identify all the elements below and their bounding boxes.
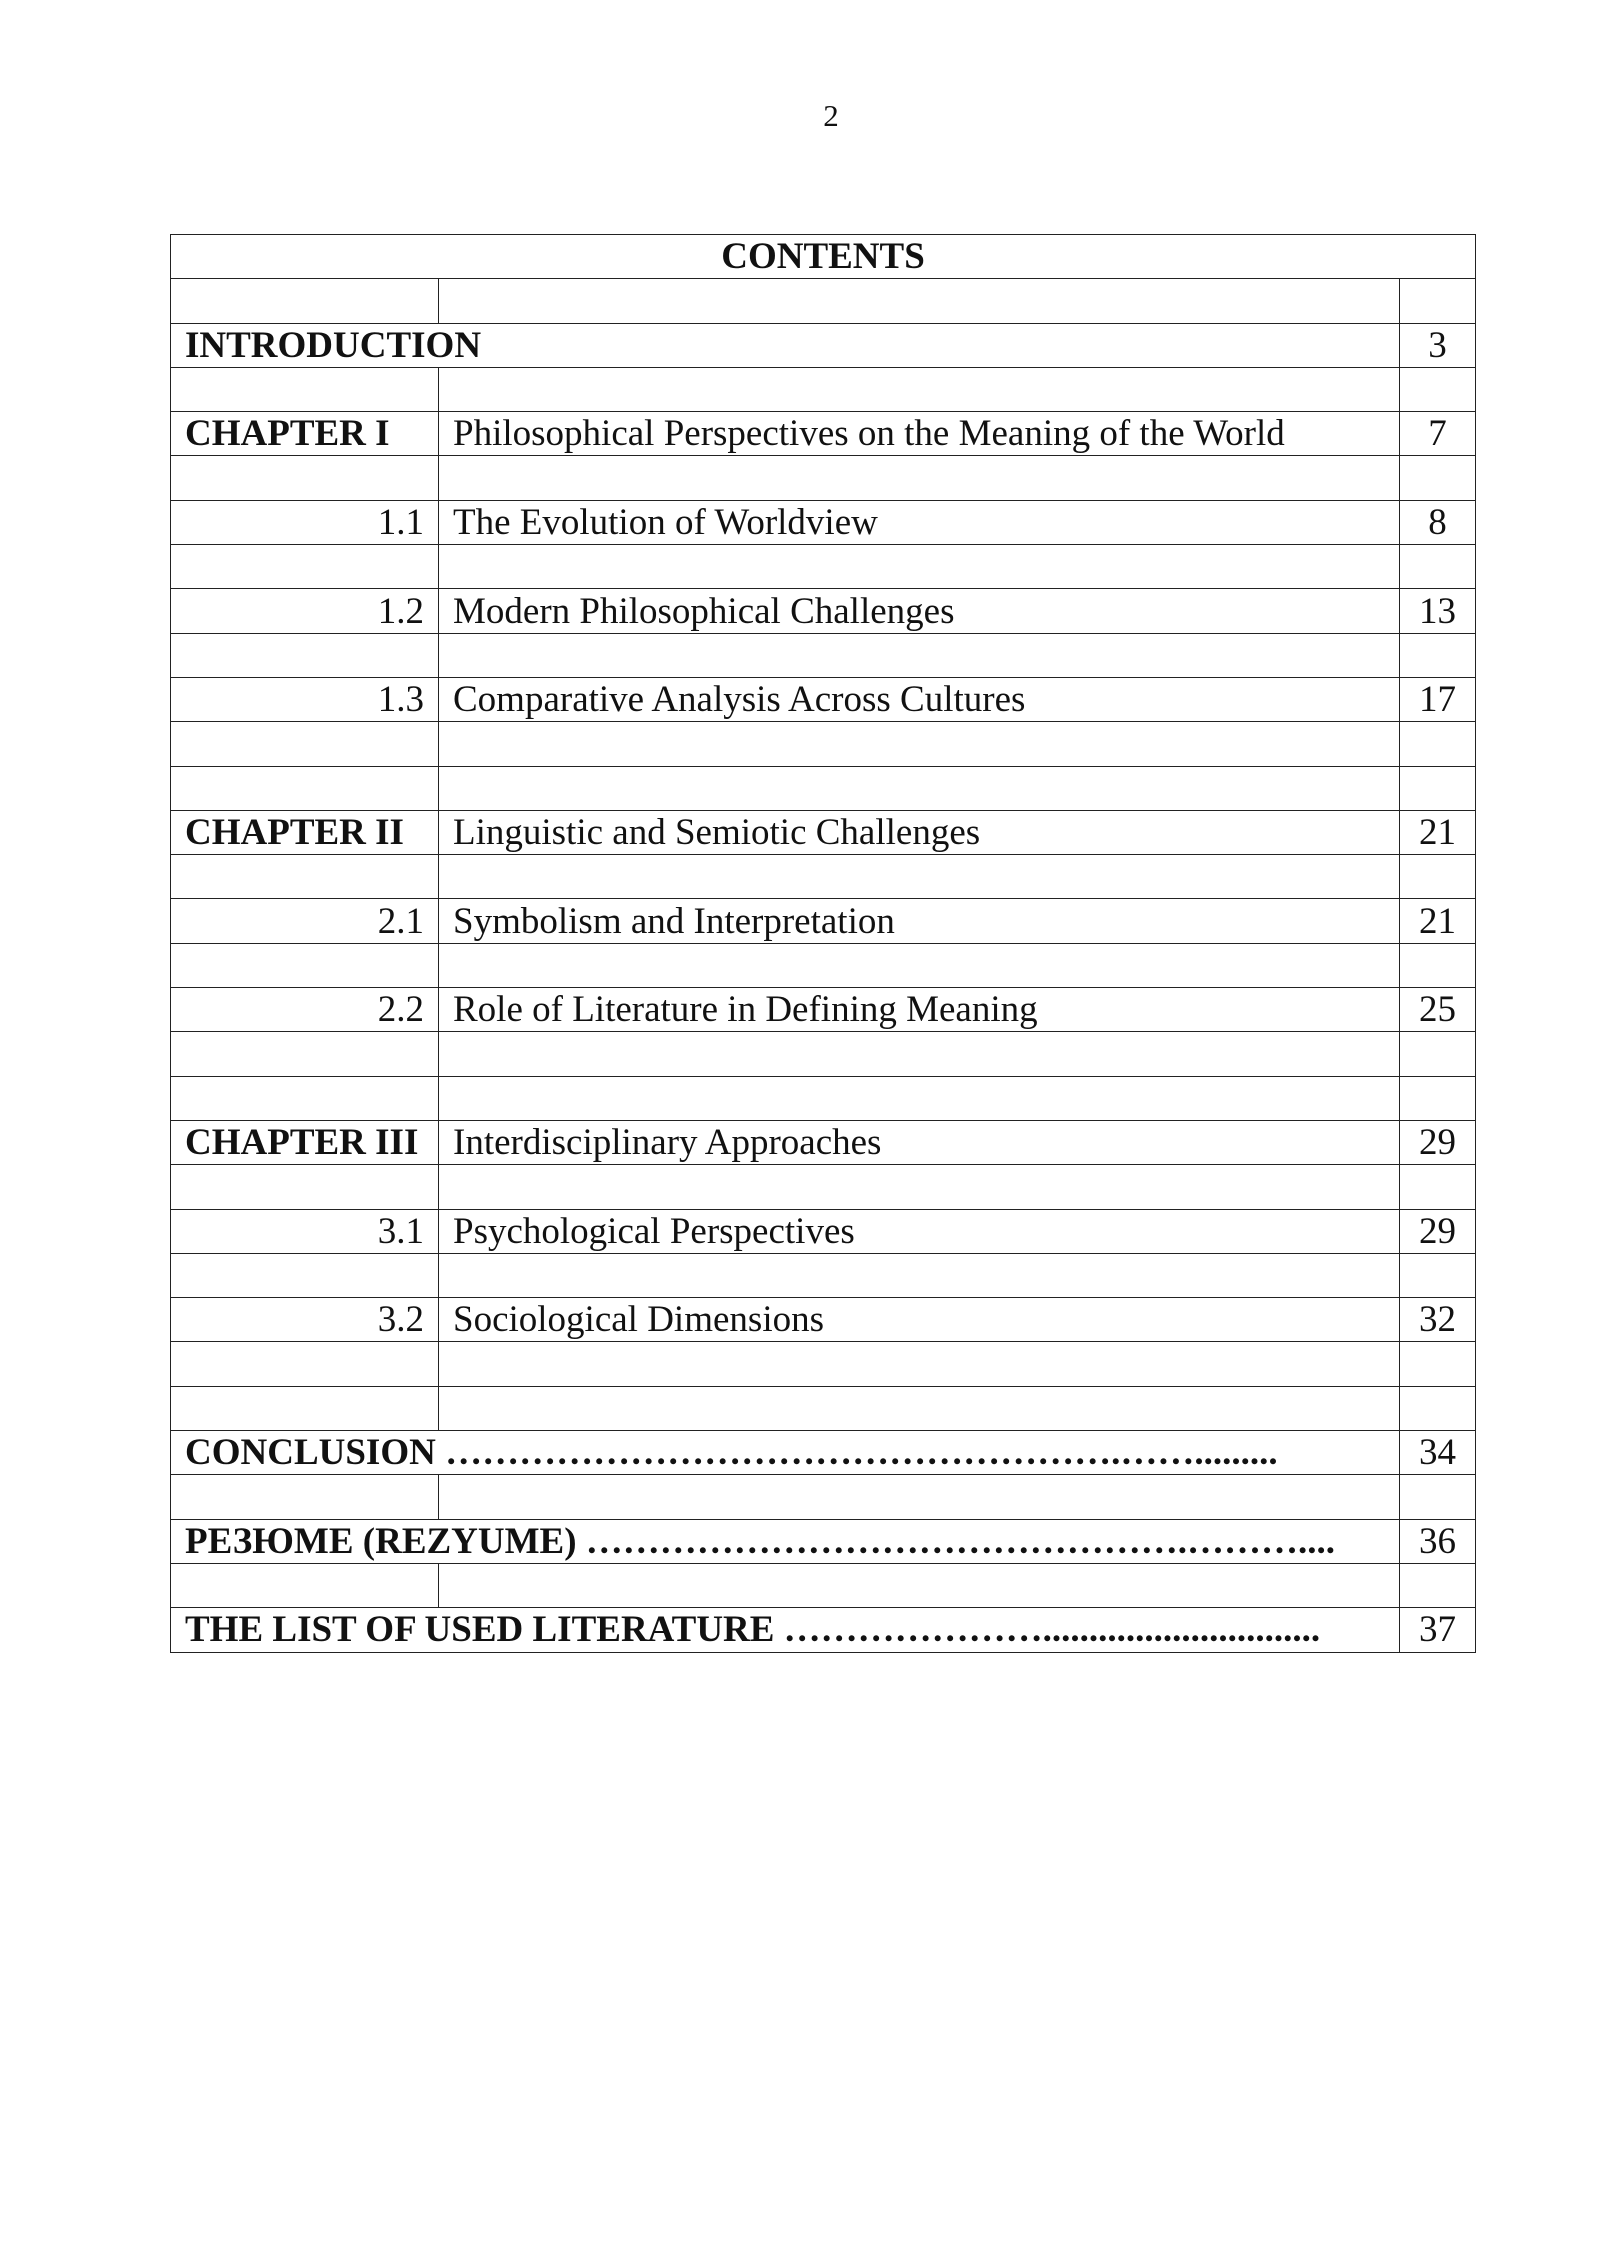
section-3-2-title: Sociological Dimensions [439,1298,1400,1342]
section-1-2-title: Modern Philosophical Challenges [439,589,1400,633]
rezyume-page: 36 [1400,1519,1476,1563]
conclusion-label: CONCLUSION ……………………………………………….……......... [171,1431,1400,1475]
toc-row-section-1-1 [171,500,1476,544]
section-1-3-number: 1.3 [171,677,439,721]
toc-row-section-2-2 [171,988,1476,1032]
conclusion-page: 34 [1400,1431,1476,1475]
toc-row-rezyume [171,1519,1476,1563]
spacer-row [171,1032,1476,1076]
spacer-row [171,633,1476,677]
spacer-row [171,1475,1476,1519]
spacer-row [171,943,1476,987]
spacer-row [171,1386,1476,1430]
spacer-row [171,766,1476,810]
section-2-2-title: Role of Literature in Defining Meaning [439,988,1400,1032]
toc-row-chapter-3 [171,1120,1476,1164]
chapter-2-title: Linguistic and Semiotic Challenges [439,810,1400,854]
section-1-2-number: 1.2 [171,589,439,633]
chapter-1-label: CHAPTER I [171,412,439,456]
introduction-label: INTRODUCTION [171,323,1400,367]
toc-row-literature [171,1608,1476,1652]
page-number: 2 [823,98,839,133]
toc-row-section-3-2 [171,1298,1476,1342]
section-3-1-number: 3.1 [171,1209,439,1253]
spacer-row [171,279,1476,323]
toc-row-conclusion [171,1431,1476,1475]
toc-row-chapter-1 [171,412,1476,456]
spacer-row [171,855,1476,899]
section-3-2-number: 3.2 [171,1298,439,1342]
section-2-1-number: 2.1 [171,899,439,943]
section-2-1-title: Symbolism and Interpretation [439,899,1400,943]
spacer-row [171,1076,1476,1120]
chapter-2-page: 21 [1400,810,1476,854]
rezyume-label: РЕЗЮМЕ (REZYUME) ………………………………………….……….... [171,1519,1400,1563]
toc-row-chapter-2 [171,810,1476,854]
chapter-3-label: CHAPTER III [171,1120,439,1164]
section-1-1-page: 8 [1400,500,1476,544]
chapter-3-title: Interdisciplinary Approaches [439,1120,1400,1164]
contents-table [170,234,1476,1653]
section-1-2-page: 13 [1400,589,1476,633]
spacer-row [171,367,1476,411]
chapter-2-label: CHAPTER II [171,810,439,854]
toc-row-section-2-1 [171,899,1476,943]
section-1-1-title: The Evolution of Worldview [439,500,1400,544]
section-3-1-page: 29 [1400,1209,1476,1253]
spacer-row [171,545,1476,589]
section-2-2-page: 25 [1400,988,1476,1032]
spacer-row [171,1563,1476,1607]
section-2-2-number: 2.2 [171,988,439,1032]
literature-page: 37 [1400,1608,1476,1652]
spacer-row [171,1165,1476,1209]
section-1-1-number: 1.1 [171,500,439,544]
contents-title: CONTENTS [171,235,1476,279]
section-1-3-title: Comparative Analysis Across Cultures [439,677,1400,721]
chapter-1-title: Philosophical Perspectives on the Meaning of the World [439,412,1400,456]
toc-row-section-3-1 [171,1209,1476,1253]
toc-row-section-1-2 [171,589,1476,633]
spacer-row [171,456,1476,500]
section-2-1-page: 21 [1400,899,1476,943]
literature-label: THE LIST OF USED LITERATURE ………………….............................. [171,1608,1400,1652]
spacer-row [171,1342,1476,1386]
contents-title-row [171,235,1476,279]
section-1-3-page: 17 [1400,677,1476,721]
chapter-3-page: 29 [1400,1120,1476,1164]
toc-row-introduction [171,323,1476,367]
chapter-1-page: 7 [1400,412,1476,456]
section-3-2-page: 32 [1400,1298,1476,1342]
section-3-1-title: Psychological Perspectives [439,1209,1400,1253]
toc-row-section-1-3 [171,677,1476,721]
spacer-row [171,722,1476,766]
spacer-row [171,1253,1476,1297]
introduction-page: 3 [1400,323,1476,367]
